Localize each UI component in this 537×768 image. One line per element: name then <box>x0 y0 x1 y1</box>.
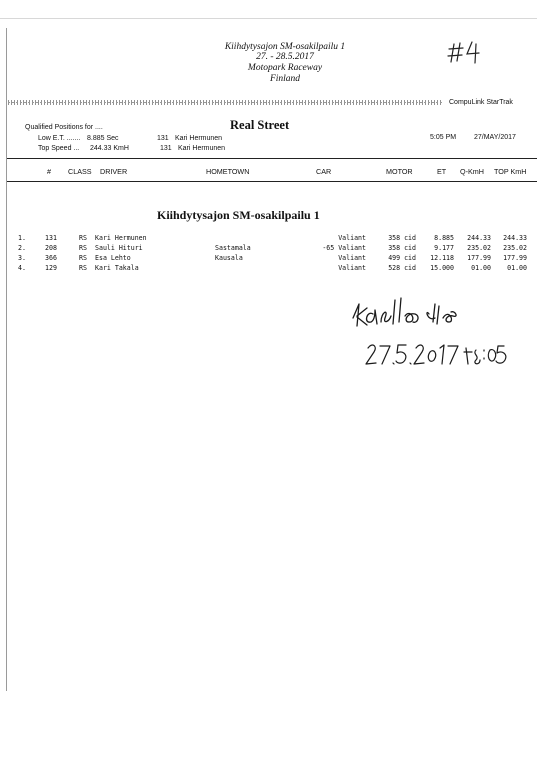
section-title: Kiihdytysajon SM-osakilpailu 1 <box>157 208 320 222</box>
row-qkmh: 244.33 <box>467 234 491 242</box>
row-motor: 528 cid <box>388 264 416 272</box>
row-rank: 4. <box>18 264 26 272</box>
report-date: 27/MAY/2017 <box>474 134 516 141</box>
header-rule-top <box>7 158 537 159</box>
row-et: 15.000 <box>430 264 454 272</box>
row-driver: Kari Takala <box>95 264 139 272</box>
table-row <box>0 254 537 264</box>
row-hometown: Sastamala <box>215 244 251 252</box>
low-et-number: 131 <box>157 135 169 142</box>
top-speed-label: Top Speed ... <box>38 145 80 152</box>
row-motor: 358 cid <box>388 234 416 242</box>
row-rank: 1. <box>18 234 26 242</box>
col-motor: MOTOR <box>386 167 413 176</box>
row-et: 9.177 <box>434 244 454 252</box>
low-et-label: Low E.T. ....... <box>38 135 81 142</box>
col-hometown: HOMETOWN <box>206 167 250 176</box>
row-class: RS <box>79 244 87 252</box>
event-country: Finland <box>269 74 301 84</box>
row-car: -65 Valiant <box>322 244 366 252</box>
col-pos: # <box>47 167 51 176</box>
event-dates: 27. - 28.5.2017 <box>256 52 314 62</box>
row-class: RS <box>79 264 87 272</box>
row-driver: Sauli Hituri <box>95 244 143 252</box>
row-hometown: Kausala <box>215 254 243 262</box>
row-motor: 358 cid <box>388 244 416 252</box>
brand-label: CompuLink StarTrak <box>449 99 513 106</box>
report-time: 5:05 PM <box>430 134 457 141</box>
table-row <box>0 264 537 274</box>
row-number: 366 <box>45 254 57 262</box>
table-row <box>0 244 537 254</box>
top-speed-number: 131 <box>160 145 172 152</box>
handwritten-signature <box>345 292 495 342</box>
low-et-value: 8.885 Sec <box>87 135 119 142</box>
row-topkmh: 177.99 <box>503 254 527 262</box>
col-car: CAR <box>316 167 332 176</box>
row-class: RS <box>79 234 87 242</box>
row-et: 12.118 <box>430 254 454 262</box>
row-rank: 3. <box>18 254 26 262</box>
col-qkmh: Q-KmH <box>460 167 484 176</box>
row-driver: Esa Lehto <box>95 254 131 262</box>
class-title: Real Street <box>230 118 290 132</box>
row-topkmh: 235.02 <box>503 244 527 252</box>
row-topkmh: 01.00 <box>507 264 527 272</box>
top-border <box>0 18 537 19</box>
row-et: 8.885 <box>434 234 454 242</box>
row-car: Valiant <box>338 254 366 262</box>
col-driver: DRIVER <box>100 167 128 176</box>
event-title: Kiihdytysajon SM-osakilpailu 1 <box>224 42 346 52</box>
col-topkmh: TOP KmH <box>494 167 527 176</box>
row-number: 208 <box>45 244 57 252</box>
col-et: ET <box>437 167 447 176</box>
header-rule-bottom <box>7 181 537 182</box>
row-qkmh: 177.99 <box>467 254 491 262</box>
row-car: Valiant <box>338 264 366 272</box>
row-rank: 2. <box>18 244 26 252</box>
left-margin-rule <box>6 28 7 691</box>
top-speed-value: 244.33 KmH <box>90 145 129 152</box>
table-row <box>0 234 537 244</box>
row-number: 129 <box>45 264 57 272</box>
row-number: 131 <box>45 234 57 242</box>
top-speed-driver: Kari Hermunen <box>178 145 226 152</box>
low-et-driver: Kari Hermunen <box>175 135 223 142</box>
row-topkmh: 244.33 <box>503 234 527 242</box>
handwritten-page-number <box>448 40 488 64</box>
row-motor: 499 cid <box>388 254 416 262</box>
qualified-heading: Qualified Positions for .... <box>25 124 103 131</box>
row-car: Valiant <box>338 234 366 242</box>
row-qkmh: 235.02 <box>467 244 491 252</box>
row-class: RS <box>79 254 87 262</box>
handwritten-date-time <box>362 338 512 372</box>
event-venue: Motopark Raceway <box>247 63 323 73</box>
col-class: CLASS <box>68 167 92 176</box>
row-qkmh: 01.00 <box>471 264 491 272</box>
row-driver: Kari Hermunen <box>95 234 147 242</box>
